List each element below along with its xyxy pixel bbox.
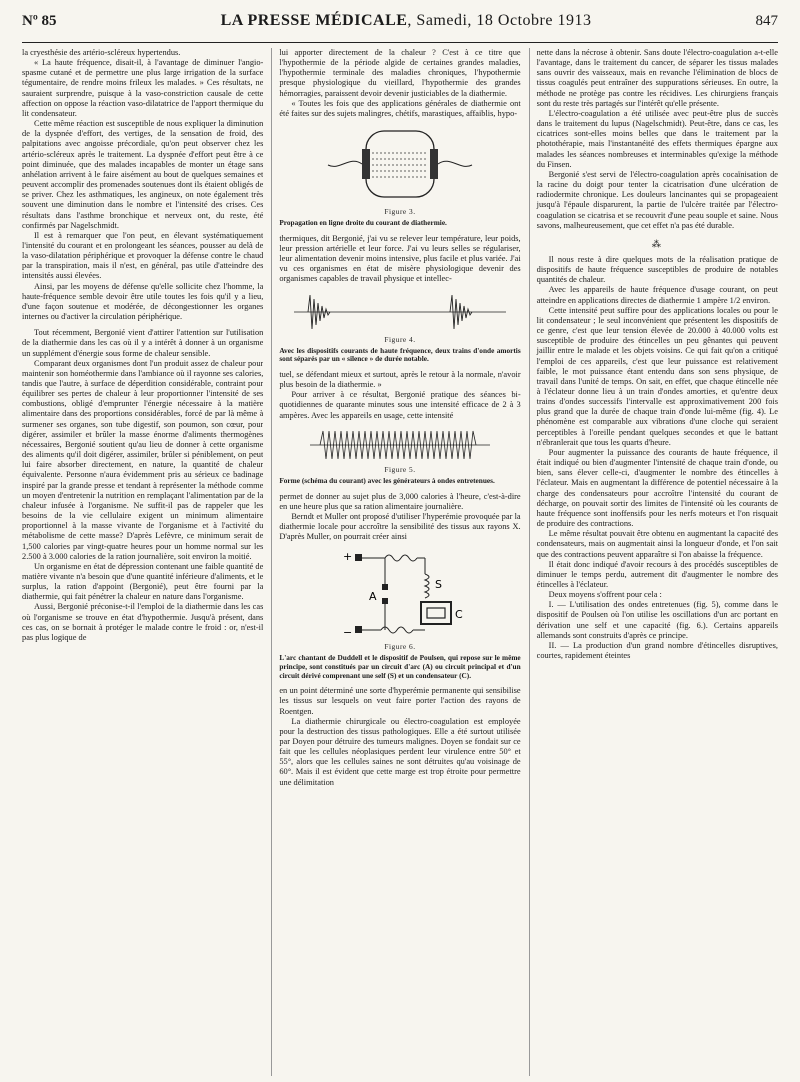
paragraph: Pour augmenter la puissance des courants de haute fréquence, il était indiqué ou bien d'augmenter l'intensité de chaque train d'onde, ou bien, sans élever celle-ci, d'augmenter le nombre des étincelles à l'éclateur. Mais en augmentant la différence de potentiel nécessaire à la charge des condensateurs pour accroître l'intensité du courant de décharge, on pouvait sortir des limites de l'intensité où les courants de haute fréquence sont inoffensifs pour les nerfs moteurs et l'on risquait de produire des contractions. — [536, 447, 778, 529]
paragraph: Tout récemment, Bergonié vient d'attirer l'attention sur l'utilisation de la diathermie dans les cas où il y a intérêt à donner à un organisme un supplément d'énergie sous forme de chaleur sensible. — [22, 328, 264, 358]
paragraph: Ainsi, par les moyens de défense qu'elle sollicite chez l'homme, la haute-fréquence semble devoir être utile toutes les fois qu'il y a lieu, d'une façon soutenue et modérée, de décongestionner les organes internes ou d'activer la circulation périphérique. — [22, 281, 264, 322]
plus-terminal-label: + — [342, 550, 353, 564]
figure-6-title: Figure 6. — [384, 642, 416, 652]
paragraph: Deux moyens s'offrent pour cela : — [548, 590, 662, 600]
section-separator-asterism: ⁂ — [651, 238, 663, 249]
figure-5 — [279, 427, 520, 486]
paragraph: Il est à remarquer que l'on peut, en élevant systématiquement l'intensité du courant et en prolongeant les séances, pousser au delà de la vaso-dilatation périphérique et provoquer la défense contre le chaud par la transpiration, mais il n'est, en général, pas utile d'atteindre des intensités aussi élevées. — [22, 230, 264, 281]
paragraph: Comparant deux organismes dont l'un produit assez de chaleur pour maintenir son homéothermie dans l'ambiance où il rayonne ses calories, tandis que l'autre, à surface de déperdition considérable, contraint pour équilibrer ses pertes de chaleur à leur proportionner l'intensité de ses combustions, obligé d'emprunter l'énergie nécessaire à la matière alimentaire dans des proportions considérables, forcé de par là même à surmener ses organes, son tube digestif, son poumon, son cœur, pour digérer, assimiler et brûler la masse énorme d'aliments thermogènes nécessaires, Bergonié soutient qu'au lieu de donner à cette organisme des aliments qu'il doit digérer, assimiler, brûler si péniblement, on peut lui faire absorber directement, en nature, la quantité de chaleur équivalente. Personne n'aura évidemment pris au sérieux ce badinage inspiré par la grande presse et tendant à représenter la méthode comme un moyen d'entretenir la nutrition en remplaçant l'alimentation par de la chaleur infusée à l'organisme. Ne suffit-il pas de rappeler que les besoins de la vie cellulaire exigent un minimum alimentaire proportionnel à la masse vivante de l'organisme et à l'activité du métabolisme de cette masse? D'après Lefèvre, ce minimum serait de 1,500 calories par vingt-quatre heures pour un homme normal sur les 2.500 à 3.000 calories de la ration journalière, soit environ la moitié. — [22, 358, 264, 561]
paragraph: en un point déterminé une sorte d'hyperémie permanente qui sensibilise les tissus sur lesquels on veut faire porter l'action des rayons de Roentgen. — [279, 686, 521, 716]
figure-3-caption: Propagation en ligne droite du courant de diathermie. — [279, 218, 447, 228]
paragraph: Bergonié s'est servi de l'électro-coagulation après cocaïnisation de la racine du doigt pour tenter la cicatrisation d'une ulcération de radiodermite chronique. Les douleurs lancinantes qui se propageaient jusqu'à l'épaule disparurent, la partie de l'ulcère traitée par l'électro-coagulation se cicatrisa et se recouvrit d'une peau souple et saine. Nous savons, malheureusement, que cet effet n'a pas été durable. — [536, 169, 778, 230]
figure-3-title: Figure 3. — [384, 207, 416, 217]
figure-6-caption: L'arc chantant de Duddell et le dispositif de Poulsen, qui repose sur le même principe, sont constitués par un circuit d'arc (A) ou circuit principal et d'un circuit dérivé comprenant une self (S) et un condensateur (C). — [279, 653, 521, 680]
issue-number: Nº 85 — [22, 13, 57, 29]
figure-5-caption: Forme (schéma du courant) avec les générateurs à ondes entretenues. — [279, 475, 495, 485]
figure-3 — [279, 125, 520, 228]
poulsen-arc-circuit-diagram — [325, 548, 475, 640]
paragraph: lui apporter directement de la chaleur ? C'est à ce titre que l'hypothermie de la période algide de certaines grandes maladies, l'hypothermie terminale des maladies chroniques, l'hypothermie presque physiologique du vieillard, l'hypothermie des grandes hémorragies, paraissent devoir devenir justiciables de la diathermie. — [279, 48, 521, 98]
paragraph: permet de donner au sujet plus de 3,000 calories à l'heure, c'est-à-dire en une heure plus que sa ration alimentaire journalière. — [279, 491, 521, 511]
column-1 — [22, 48, 263, 1076]
paragraph: Avec les appareils de haute fréquence d'usage courant, on peut atteindre en applications directes de diathermie 1 ampère 1/2 environ. — [536, 285, 778, 305]
paragraph: thermiques, dit Bergonié, j'ai vu se relever leur température, leur poids, leur pression artérielle et leur force. J'ai vu leurs selles se régulariser, leur alimentation devenir moins intensive, plus facile et plus variée. J'ai vu ces organismes en état de misère physiologique devenir des organismes capables de travail physique et intellec- — [279, 233, 521, 284]
paragraph: Berndt et Muller ont proposé d'utiliser l'hyperémie provoquée par la diathermie locale pour accroître la sensibilité des tissus aux rayons X. D'après Muller, on pourrait créer ainsi — [279, 511, 521, 542]
arc-label-a: A — [368, 590, 377, 604]
paragraph: Un organisme en état de dépression contenant une faible quantité de matière vivante n'a besoin que d'une quantité inférieure d'aliments, et le surplus, la ration d'appoint (Bergonié), peut être fourni par la diathermie, qui fait pénétrer la chaleur en nature dans l'organisme. — [22, 561, 264, 602]
paragraph: Le même résultat pouvait être obtenu en augmentant la capacité des condensateurs, mais on augmentait ainsi la longueur d'onde, et l'on sait que des contractions peuvent apparaître si l'on abaisse la fréquence. — [536, 529, 778, 559]
column-3 — [529, 48, 778, 1076]
figure-4-caption: Avec les dispositifs courants de haute fréquence, deux trains d'onde amortis sont séparés par un « silence » de durée notable. — [279, 345, 521, 364]
figure-6 — [279, 548, 520, 680]
damped-wave-trains-diagram — [290, 291, 510, 333]
page-header — [22, 12, 778, 43]
paragraph: L'électro-coagulation a été utilisée avec peut-être plus de succès dans le traitement du lupus (Nagelschmidt). Peut-être, dans ce cas, les cicatrices sont-elles moins belles que dans le traitement par la photothérapie, mais l'instantanéité des effets thermiques épargne aux malades les séances nombreuses et interminables qu'exige la méthode du Finsen. — [536, 108, 778, 169]
paragraph: I. — L'utilisation des ondes entretenues (fig. 5), comme dans le dispositif de Poulsen où l'on utilise les oscillations d'un arc portant en dérivation une self et une capacité (fig. 6.). Certains appareils allemands sont construits d'après ce principe. — [536, 600, 778, 640]
figure-4-title: Figure 4. — [384, 334, 416, 344]
diathermy-field-illustration — [320, 125, 480, 205]
paragraph: Cette intensité peut suffire pour des applications locales ou pour le lit condensateur ; le seul inconvénient que présentent les dispositifs de ce genre, c'est que leur tension élevée de 20.000 à 40.000 volts est susceptible de produire des étincelles un peu gênantes qui peuvent jaillir entre le malade et les objets voisins. Ce qui fait qu'on a critiqué l'emploi de ces appareils, c'est que leur puissance est relativement faible, le mot puissance étant entendu dans son sens physique, de travail dans l'unité de temps. On sait, en effet, que chaque étincelle née à l'éclateur donne lieu à un train d'ondes amorties, et qu'entre deux trains d'ondes successifs l'intervalle est approximativement 200 fois plus grand que la durée de chaque train d'onde lui-même (fig. 4). Le phénomène est comparable aux vibrations d'une cloche qui seraient perceptibles à l'oreille pendant quelques secondes et que le battant n'ébranlerait que tous les quarts d'heure. — [536, 305, 778, 447]
self-label-s: S — [434, 578, 442, 592]
paragraph: Pour arriver à ce résultat, Bergonié pratique des séances bi-quotidiennes de quarante minutes sous une intensité efficace de 2 à 3 ampères. Avec les appareils en usage, cette intensité — [279, 390, 521, 420]
capacitor-label-c: C — [454, 608, 463, 622]
paragraph: nette dans la nécrose à obtenir. Sans doute l'électro-coagulation a-t-elle l'avantage, dans le traitement du cancer, de séparer les tissus malades sans ouvrir des vaisseaux, mais en revanche l'élimination de blocs de tissus coagulés peut entraîner des suppurations sérieuses. En outre, la méthode ne protège pas contre les récidives. Les chirurgiens français sont du reste très partagés sur l'intérêt qu'elle présente. — [536, 48, 778, 108]
paragraph: Cette même réaction est susceptible de nous expliquer la diminution de la dyspnée d'effort, des vertiges, de la sensation de froid, des palpitations avec angoisse précordiale, qu'on peut observer chez les artério-scléreux après le traitement. La dyspnée d'effort peut être à ce point diminuée, que des malades incapables de monter un étage sans anhélation arrivent à le faire aisément au bout de quelques semaines et peuvent accomplir des promenades soutenues dont ils étaient obligés de se priver. Chez les asthmatiques, les angineux, on note également très souvent une diminution dans le nombre et l'intensité des crises. Ces résultats dans l'asthme bronchique et nerveux ont, du reste, été confirmés par Nagelschmidt. — [22, 119, 264, 230]
text-columns — [22, 48, 778, 1076]
figure-4 — [279, 291, 520, 364]
sustained-wave-diagram — [300, 427, 500, 463]
journal-title — [221, 12, 592, 30]
paragraph: tuel, se défendant mieux et surtout, après le retour à la normale, n'avoir plus besoin de la diathermie. » — [279, 369, 521, 390]
minus-terminal-label: − — [342, 626, 353, 640]
figure-5-title: Figure 5. — [384, 464, 416, 474]
paragraph: II. — La production d'un grand nombre d'étincelles disruptives, courtes, rapidement éteintes — [536, 640, 778, 661]
journal-name: LA PRESSE MÉDICALE — [220, 12, 408, 29]
issue-date: , Samedi, 18 Octobre 1913 — [407, 12, 592, 29]
paragraph: Il était donc indiqué d'avoir recours à des procédés susceptibles de diminuer le temps perdu, autrement dit d'augmenter le nombre des étincelles à l'éclateur. — [536, 559, 778, 589]
paragraph: La diathermie chirurgicale ou électro-coagulation est employée pour la destruction des tissus pathologiques. Elle a été surtout utilisée par Doyen pour détruire des tumeurs malignes. Doyen se fondait sur ce fait que les cellules néoplasiques perdent leur virulence entre 50° et 55°, alors que les cellules saines ne sont détruites qu'au voisinage de 60°. Mais il est évident que cette marge est trop étroite pour permettre une délimitation — [279, 716, 521, 787]
paragraph: la cryesthésie des artério-scléreux hypertendus. — [22, 48, 181, 57]
page-number: 847 — [755, 13, 778, 29]
paragraph: « Toutes les fois que des applications générales de diathermie ont été faites sur des sujets malingres, chétifs, marastiques, affaiblis, hypo- — [279, 98, 521, 118]
paragraph: Aussi, Bergonié préconise-t-il l'emploi de la diathermie dans les cas où l'organisme se trouve en état d'hypothermie. Jusqu'à présent, dans ces cas, on se bornait à protéger le malade contre le froid : or, n'est-il pas plus logique de — [22, 602, 264, 642]
paragraph: Il nous reste à dire quelques mots de la réalisation pratique de dispositifs de haute fréquence susceptibles de produire de notables quantités de chaleur. — [536, 254, 778, 285]
paragraph: « La haute fréquence, disait-il, à l'avantage de diminuer l'angio-spasme cutané et de permettre une plus large irrigation de la surface tégumentaire, de rendre moins frileux les malades. » Ces résultats, ne sauraient surprendre, puisque à la vaso-constriction causale de cette affection on oppose la réaction vaso-dilatatrice de l'apport thermique du lit condensateur. — [22, 58, 264, 118]
column-2 — [271, 48, 520, 1076]
